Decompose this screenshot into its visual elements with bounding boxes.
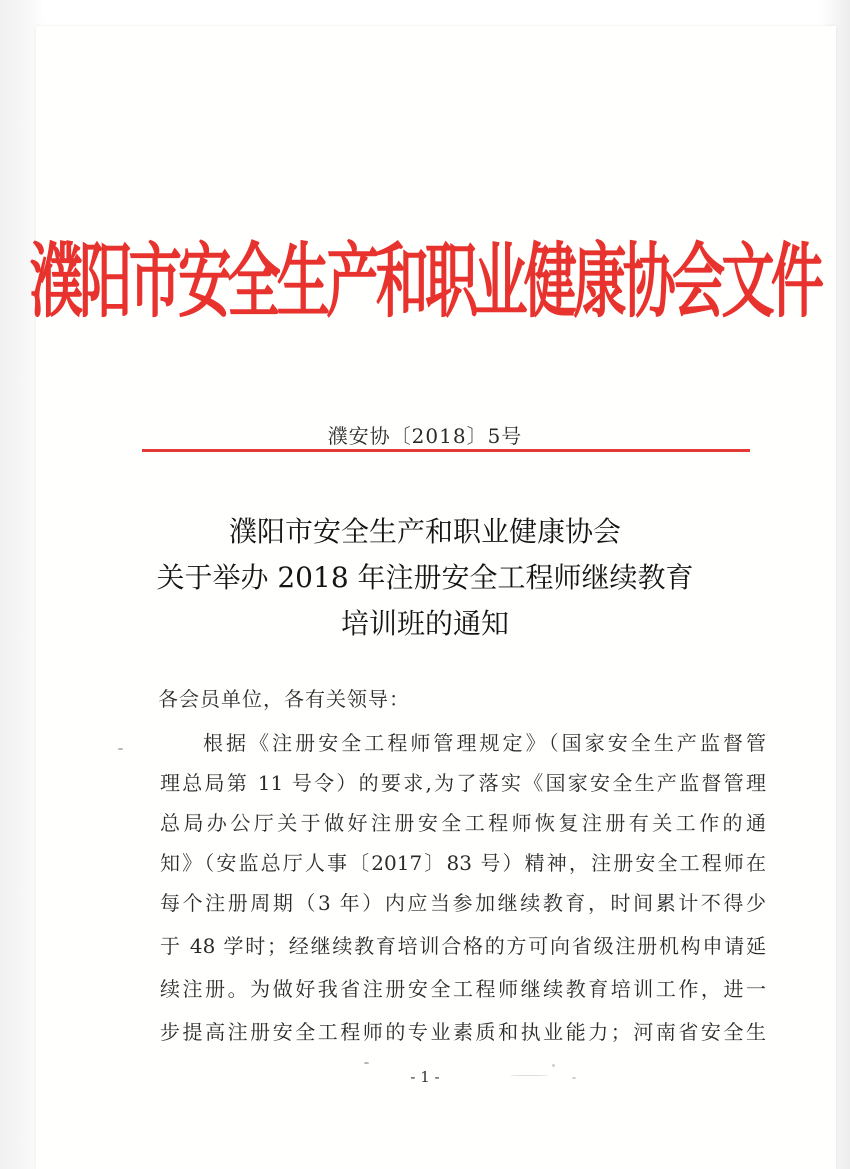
salutation: 各会员单位，各有关领导： xyxy=(158,687,410,711)
body-text-line: 续注册。为做好我省注册安全工程师继续教育培训工作，进一 xyxy=(160,977,766,1001)
body-text-line: 步提高注册安全工程师的专业素质和执业能力；河南省安全生 xyxy=(160,1020,766,1044)
notice-title-line-2: 关于举办 2018 年注册安全工程师继续教育 xyxy=(156,561,694,594)
letterhead-title: 濮阳市安全生产和职业健康协会文件 xyxy=(29,235,821,330)
scan-speck xyxy=(510,1075,548,1076)
body-text-line: 每个注册周期（3 年）内应当参加继续教育，时间累计不得少 xyxy=(160,891,766,915)
body-text-line: 理总局第 11 号令）的要求,为了落实《国家安全生产监督管理 xyxy=(160,771,766,795)
page-number: - 1 - xyxy=(410,1068,440,1086)
red-divider-line xyxy=(142,449,750,452)
scan-speck xyxy=(118,748,123,750)
body-text-line: 知》（安监总厅人事〔2017〕83 号）精神，注册安全工程师在 xyxy=(160,851,766,875)
body-text-line: 总局办公厅关于做好注册安全工程师恢复注册有关工作的通 xyxy=(160,811,766,835)
notice-title-line-1: 濮阳市安全生产和职业健康协会 xyxy=(228,515,621,548)
scan-speck xyxy=(552,1064,555,1067)
notice-title-line-3: 培训班的通知 xyxy=(340,607,509,640)
scan-speck xyxy=(572,1077,576,1079)
scan-speck xyxy=(364,1062,369,1064)
body-text-line: 根据《注册安全工程师管理规定》（国家安全生产监督管 xyxy=(203,731,766,755)
document-number: 濮安协〔2018〕5号 xyxy=(327,424,523,448)
body-text-line: 于 48 学时；经继续教育培训合格的方可向省级注册机构申请延 xyxy=(160,934,766,958)
